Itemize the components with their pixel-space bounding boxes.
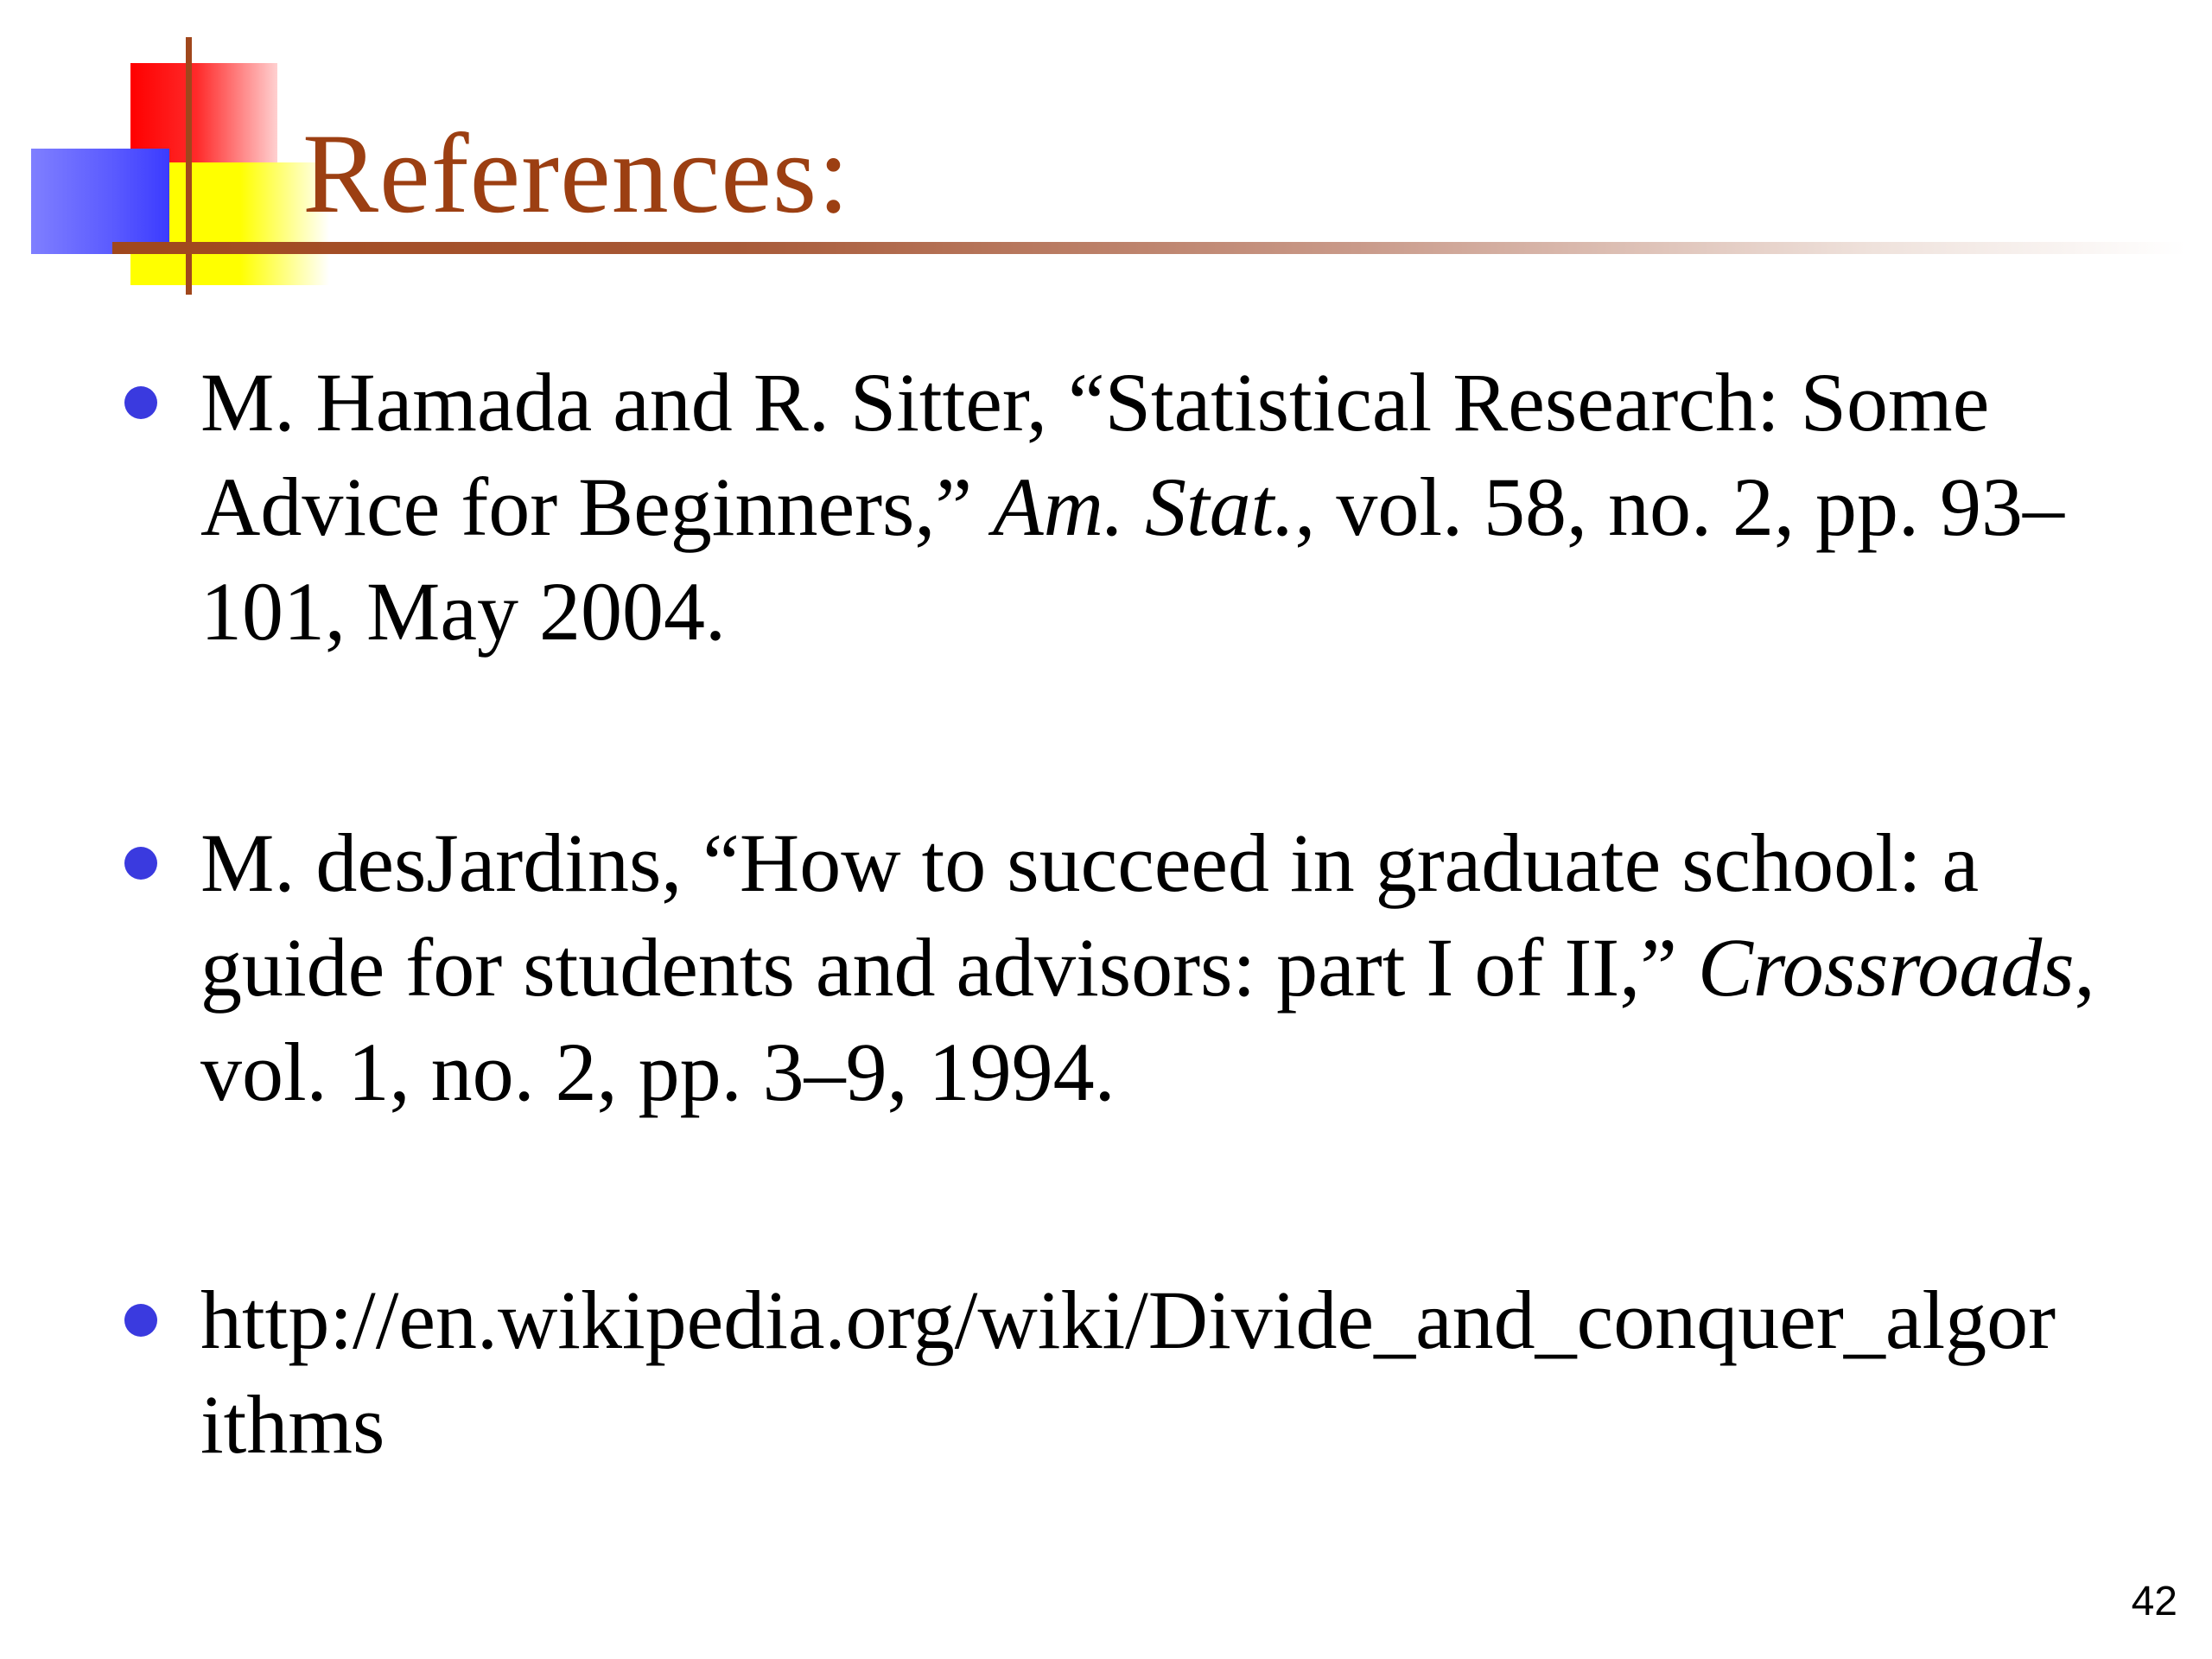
reference-url-line-1[interactable]: http://en.wikipedia.org/wiki/Divide_and_conquer_algor (200, 1274, 2056, 1366)
reference-text (200, 350, 2179, 664)
bullet-dot (124, 847, 157, 880)
decor-blue-square (31, 149, 169, 254)
reference-details: , vol. 1, no. 2, pp. 3–9, 1994. (200, 921, 2095, 1118)
reference-url[interactable] (200, 1268, 2179, 1477)
bullet-dot (124, 386, 157, 419)
reference-authors-title: M. Hamada and R. Sitter, “Statistical Research: Some Advice for Beginners,” (200, 356, 1990, 553)
decor-vertical-line (186, 37, 192, 295)
bullet-dot (124, 1304, 157, 1337)
page-number: 42 (2131, 1579, 2177, 1624)
title-underline-rule (112, 242, 2186, 254)
reference-text (200, 810, 2179, 1124)
reference-journal: Crossroads (1697, 921, 2075, 1014)
reference-details: , vol. 58, no. 2, pp. 93–101, May 2004. (200, 461, 2064, 658)
reference-journal: Am. Stat. (993, 461, 1295, 553)
reference-url-line-2[interactable]: ithms (200, 1378, 385, 1471)
reference-authors-title: M. desJardins, “How to succeed in graduate school: a guide for students and advisors: part I of II,” (200, 817, 1980, 1014)
slide-title: References: (302, 110, 850, 237)
